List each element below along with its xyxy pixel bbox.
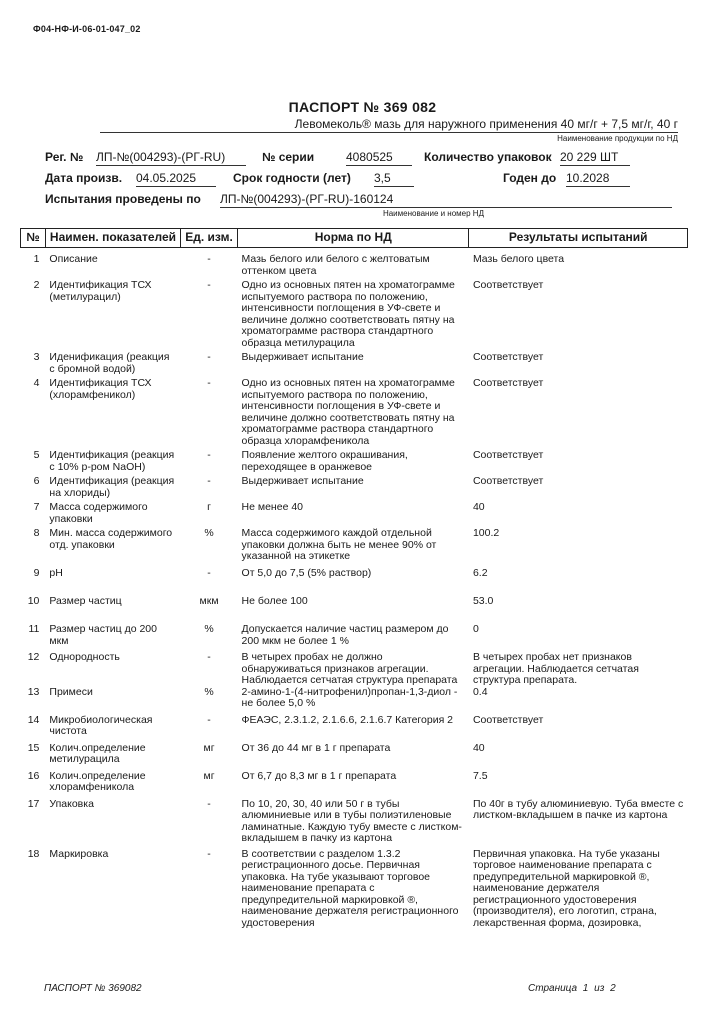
row-result: Соответствует xyxy=(472,713,544,726)
row-number: 7 xyxy=(33,501,40,513)
row-indicator-name: Идентификация (реакция на хлориды) xyxy=(49,475,175,499)
table-row xyxy=(21,254,688,280)
table-row xyxy=(21,528,688,568)
row-norm: Мазь белого или белого с желтоватым оттенком цвета xyxy=(241,253,430,277)
tested-by-caption: Наименование и номер НД xyxy=(382,209,484,218)
row-indicator-name: Идентификация ТСХ (метилурацил) xyxy=(49,279,152,303)
row-unit: - xyxy=(207,651,211,663)
row-norm: Допускается наличие частиц размером до 200 мкм не более 1 % xyxy=(241,623,449,647)
tested-by-label: Испытания проведены по xyxy=(45,192,201,206)
row-number: 15 xyxy=(27,741,40,754)
table-row xyxy=(21,771,688,799)
row-indicator-name: Колич.определение хлорамфеникола xyxy=(49,769,146,793)
tested-by-value: ЛП-№(004293)-(РГ-RU)-160124 xyxy=(220,192,672,208)
header-name: Наимен. показателей xyxy=(45,229,180,248)
row-indicator-name: pH xyxy=(49,567,63,579)
row-number: 8 xyxy=(33,527,40,539)
row-result: 6.2 xyxy=(472,567,488,579)
row-result: 7.5 xyxy=(472,769,488,782)
table-row xyxy=(21,799,688,849)
row-number: 6 xyxy=(33,475,40,487)
shelf-life-value: 3,5 xyxy=(374,171,414,187)
row-result: Первичная упаковка. На тубе указаны торговое наименование препарата с предупредительной маркировкой ®, наименование держателя регистрационного удостоверения (производителя), его логотип, страна, лекарственная форма, дозировка, xyxy=(472,847,660,929)
table-header-row xyxy=(21,229,688,248)
row-result: Соответствует xyxy=(472,449,544,461)
row-indicator-name: Размер частиц до 200 мкм xyxy=(49,623,157,647)
reg-no-label: Рег. № xyxy=(45,150,84,164)
row-number: 13 xyxy=(27,685,40,698)
row-norm: Одно из основных пятен на хроматограмме испытуемого раствора по положению, интенсивности поглощения в УФ-свете и величине должно соответствовать пятну на хроматограмме раствора стандартного образца метилурацила xyxy=(241,279,455,349)
row-indicator-name: Однородность xyxy=(49,651,120,663)
quantity-label: Количество упаковок xyxy=(424,150,552,164)
table-row xyxy=(21,476,688,502)
row-indicator-name: Размер частиц xyxy=(49,595,122,607)
row-number: 2 xyxy=(33,279,40,291)
row-norm: 2-амино-1-(4-нитрофенил)пропан-1,3-диол - не более 5,0 % xyxy=(241,685,458,709)
row-unit: - xyxy=(207,377,211,389)
row-result: Соответствует xyxy=(472,279,544,291)
row-number: 16 xyxy=(27,769,40,782)
row-unit: - xyxy=(207,797,211,810)
row-norm: В четырех пробах не должно обнаруживаться признаков агрегации. Наблюдается сетчатая структура препарата xyxy=(241,651,458,686)
table-row xyxy=(21,849,688,933)
row-unit: - xyxy=(207,475,211,487)
row-unit: % xyxy=(204,685,214,698)
row-unit: - xyxy=(207,567,211,579)
table-row xyxy=(21,352,688,378)
row-indicator-name: Маркировка xyxy=(49,847,109,860)
row-indicator-name: Идентификация ТСХ (хлорамфеникол) xyxy=(49,377,152,401)
row-number: 12 xyxy=(27,651,40,663)
header-result: Результаты испытаний xyxy=(469,229,688,248)
row-result: 40 xyxy=(472,501,485,513)
row-indicator-name: Идентификация (реакция с 10% р-ром NaOH) xyxy=(49,449,175,473)
row-number: 14 xyxy=(27,713,40,726)
row-number: 9 xyxy=(33,567,40,579)
row-unit: % xyxy=(204,527,214,539)
row-number: 11 xyxy=(28,623,40,635)
row-norm: Выдерживает испытание xyxy=(241,351,364,363)
row-result: В четырех пробах нет признаков агрегации. Наблюдается сетчатая структура препарата. xyxy=(472,651,639,686)
row-norm: От 6,7 до 8,3 мг в 1 г препарата xyxy=(241,769,397,782)
row-result: 40 xyxy=(472,741,485,754)
row-indicator-name: Масса содержимого упаковки xyxy=(49,501,148,525)
row-norm: В соответствии с разделом 1.3.2 регистрационного досье. Первичная упаковка. На тубе указывают торговое наименование препарата с предупредительной маркировкой ®, наименование держателя регистрационного удостоверения xyxy=(241,847,459,929)
row-indicator-name: Иденификация (реакция с бромной водой) xyxy=(49,351,170,375)
row-unit: - xyxy=(207,449,211,461)
table-row xyxy=(21,687,688,715)
row-unit: - xyxy=(207,351,211,363)
row-indicator-name: Примеси xyxy=(49,685,93,698)
row-indicator-name: Колич.определение метилурацила xyxy=(49,741,146,765)
row-indicator-name: Микробиологическая чистота xyxy=(49,713,153,737)
table-row xyxy=(21,502,688,528)
row-result: Мазь белого цвета xyxy=(472,253,565,265)
row-result: По 40г в тубу алюминиевую. Туба вместе с листком-вкладышем в пачке из картона xyxy=(472,797,684,821)
row-number: 18 xyxy=(27,847,40,860)
row-norm: От 36 до 44 мг в 1 г препарата xyxy=(241,741,391,754)
table-row xyxy=(21,743,688,771)
row-number: 3 xyxy=(33,351,40,363)
row-norm: Появление желтого окрашивания, переходящее в оранжевое xyxy=(241,449,408,473)
row-unit: - xyxy=(207,713,211,726)
product-name: Левомеколь® мазь для наружного применения 40 мг/г + 7,5 мг/г, 40 г xyxy=(100,117,678,133)
series-value: 4080525 xyxy=(346,150,412,166)
passport-title: ПАСПОРТ № 369 082 xyxy=(288,99,437,115)
footer-passport-number: ПАСПОРТ № 369082 xyxy=(44,983,142,994)
document-code: Ф04-НФ-И-06-01-047_02 xyxy=(33,24,141,34)
product-caption: Наименование продукции по НД xyxy=(557,134,678,143)
row-unit: мкм xyxy=(199,595,219,607)
valid-until-label: Годен до xyxy=(503,171,557,185)
header-unit: Ед. изм. xyxy=(181,229,238,248)
valid-until-value: 10.2028 xyxy=(566,171,630,187)
quantity-value: 20 229 ШТ xyxy=(560,150,630,166)
row-indicator-name: Мин. масса содержимого отд. упаковки xyxy=(49,527,173,551)
header-no: № xyxy=(21,229,46,248)
row-unit: - xyxy=(207,847,211,860)
table-row xyxy=(21,652,688,687)
row-norm: От 5,0 до 7,5 (5% раствор) xyxy=(241,567,372,579)
series-label: № серии xyxy=(262,150,315,164)
production-date-value: 04.05.2025 xyxy=(136,171,216,187)
row-norm: Не более 100 xyxy=(241,595,308,607)
row-norm: Одно из основных пятен на хроматограмме испытуемого раствора по положению, интенсивности поглощения в УФ-свете и величине должно соответствовать пятну на хроматограмме раствора стандартного образца хлорамфеникола xyxy=(241,377,455,447)
row-result: 0.4 xyxy=(472,685,488,698)
row-result: Соответствует xyxy=(472,377,544,389)
row-norm: Масса содержимого каждой отдельной упаковки должна быть не менее 90% от указанной на этикетке xyxy=(241,527,437,562)
row-number: 10 xyxy=(27,595,40,607)
row-result: 100.2 xyxy=(472,527,500,539)
row-result: 53.0 xyxy=(472,595,494,607)
row-unit: мг xyxy=(203,769,215,782)
row-result: Соответствует xyxy=(472,475,544,487)
row-norm: По 10, 20, 30, 40 или 50 г в тубы алюминиевые или в тубы полиэтиленовые ламинатные. Каждую тубу вместе с листком-вкладышем в пачку из картона xyxy=(241,797,462,844)
row-unit: % xyxy=(204,623,214,635)
results-table xyxy=(20,228,688,933)
table-row xyxy=(21,280,688,352)
row-number: 5 xyxy=(33,449,40,461)
row-norm: Выдерживает испытание xyxy=(241,475,364,487)
shelf-life-label: Срок годности (лет) xyxy=(233,171,351,185)
row-indicator-name: Упаковка xyxy=(49,797,94,810)
row-number: 1 xyxy=(33,253,40,265)
table-row xyxy=(21,450,688,476)
table-row xyxy=(21,715,688,743)
table-row xyxy=(21,378,688,450)
reg-no-value: ЛП-№(004293)-(РГ-RU) xyxy=(96,150,246,166)
row-number: 4 xyxy=(33,377,40,389)
row-unit: - xyxy=(207,253,211,265)
row-unit: г xyxy=(207,501,211,513)
row-unit: мг xyxy=(203,741,215,754)
table-row xyxy=(21,624,688,652)
table-row xyxy=(21,568,688,596)
row-result: Соответствует xyxy=(472,351,544,363)
production-date-label: Дата произв. xyxy=(45,171,123,185)
footer-page-number: Страница 1 из 2 xyxy=(528,983,616,994)
row-norm: Не менее 40 xyxy=(241,501,304,513)
header-norm: Норма по НД xyxy=(238,229,469,248)
results-table-body xyxy=(21,254,688,933)
row-indicator-name: Описание xyxy=(49,253,98,265)
row-unit: - xyxy=(207,279,211,291)
row-norm: ФЕАЭС, 2.3.1.2, 2.1.6.6, 2.1.6.7 Категория 2 xyxy=(241,713,454,726)
row-number: 17 xyxy=(27,797,40,810)
table-row xyxy=(21,596,688,624)
row-result: 0 xyxy=(472,623,479,635)
